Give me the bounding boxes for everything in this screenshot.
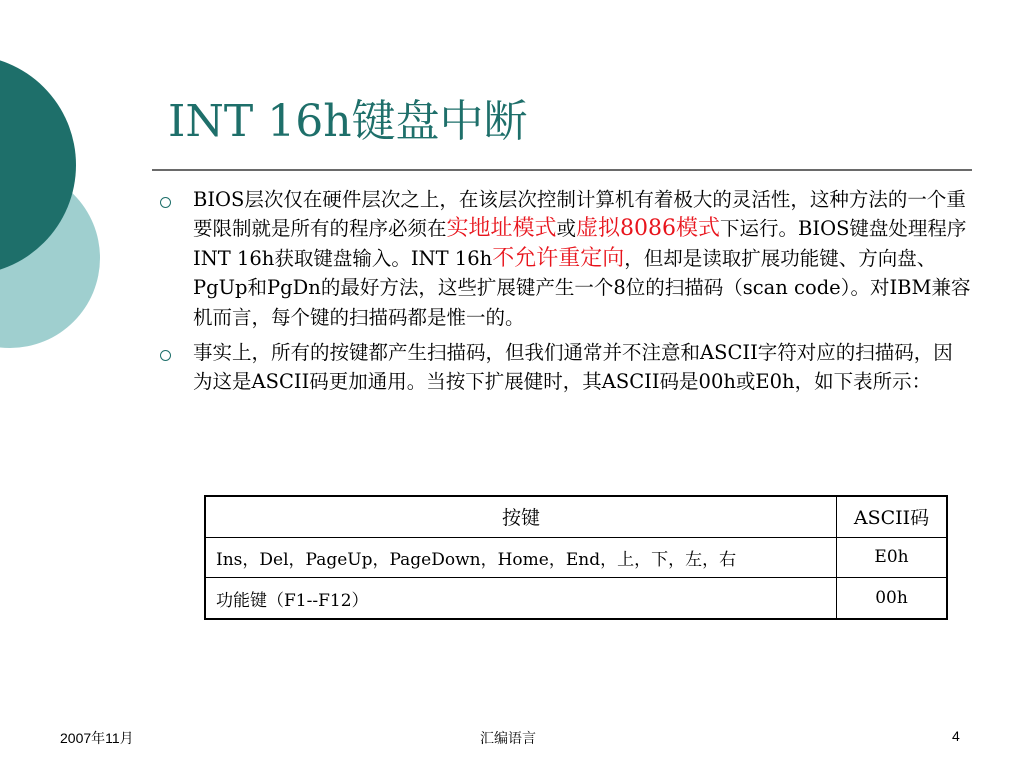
bullet-text: ，但却是读取扩展功能键、方向盘、PgUp和PgDn的最好方法，这些扩展键产生一个8位的扫描码（scan code）。对IBM兼容机而言，每个键的扫描码都是惟一的。 bbox=[193, 246, 971, 329]
highlight-real-mode: 实地址模式 bbox=[446, 216, 557, 242]
decorative-circles bbox=[0, 0, 110, 400]
highlight-virtual-8086-mode: 虚拟8086模式 bbox=[576, 216, 721, 242]
footer-subject: 汇编语言 bbox=[480, 730, 536, 746]
bullet-item bbox=[150, 338, 972, 397]
table-header-ascii: ASCII码 bbox=[837, 496, 948, 537]
table-row bbox=[205, 578, 947, 619]
title-divider bbox=[152, 169, 972, 171]
bullet-text: BIOS层次仅在硬件层次之上，在该层次控制计算机有着极大的灵活性，这种方法的一个重要限制就是所有的程序必须在 bbox=[193, 188, 966, 241]
footer-date: 2007年11月 bbox=[60, 730, 134, 746]
highlight-no-redirect: 不允许重定向 bbox=[492, 245, 625, 271]
footer-page-number: 4 bbox=[952, 728, 960, 744]
bullet-text: 下运行。BIOS键盘处理程序INT 16h获取键盘输入。INT 16h bbox=[193, 217, 967, 270]
bullet-list bbox=[150, 185, 972, 397]
table-row bbox=[205, 537, 947, 578]
table-header-row bbox=[205, 496, 947, 537]
bullet-item bbox=[150, 185, 972, 332]
table-cell: 00h bbox=[837, 578, 948, 619]
bullet-marker-icon bbox=[160, 350, 171, 361]
bullet-text: 或 bbox=[556, 217, 577, 241]
slide-title: INT 16h键盘中断 bbox=[168, 96, 528, 147]
table-cell: Ins，Del，PageUp，PageDown，Home，End，上，下，左，右 bbox=[205, 537, 837, 578]
key-ascii-table bbox=[204, 495, 948, 620]
table-header-key: 按键 bbox=[205, 496, 837, 537]
bullet-marker-icon bbox=[160, 197, 171, 208]
table-cell: E0h bbox=[837, 537, 948, 578]
bullet-text: 事实上，所有的按键都产生扫描码，但我们通常并不注意和ASCII字符对应的扫描码，因为这是ASCII码更加通用。当按下扩展健时，其ASCII码是00h或E0h，如下表所示： bbox=[193, 341, 953, 394]
table-cell: 功能键（F1--F12） bbox=[205, 578, 837, 619]
